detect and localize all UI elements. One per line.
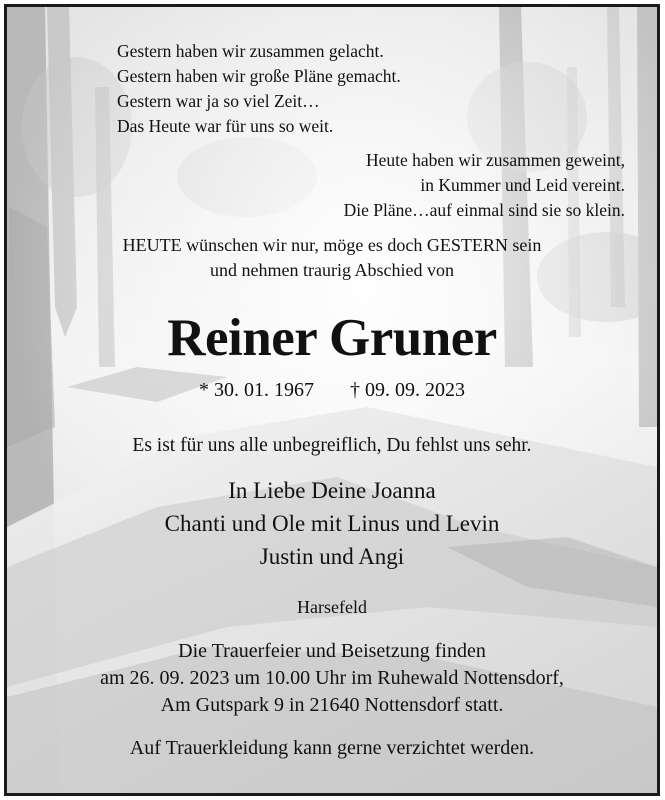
birth-date: * 30. 01. 1967 [199,379,314,401]
deceased-name: Reiner Gruner [167,309,497,367]
obituary-card [4,4,660,796]
poem-line: Das Heute war für uns so weit. [117,116,334,136]
closing-note: Auf Trauerkleidung kann gerne verzichtet werden. [129,737,535,759]
intro-line: und nehmen traurig Abschied von [210,260,454,280]
ceremony-line: Die Trauerfeier und Beisetzung finden [178,640,486,662]
ceremony-line: am 26. 09. 2023 um 10.00 Uhr im Ruhewald Nottensdorf, [100,667,564,689]
poem-line: Gestern haben wir große Pläne gemacht. [117,66,401,86]
intro-line: HEUTE wünschen wir nur, möge es doch GESTERN sein [122,235,542,255]
statement: Es ist für uns alle unbegreiflich, Du fehlst uns sehr. [132,435,532,456]
life-dates [7,380,657,400]
poem-line: in Kummer und Leid vereint. [420,175,625,195]
mourner-line: Chanti und Ole mit Linus und Levin [164,511,500,536]
ceremony-line: Am Gutspark 9 in 21640 Nottensdorf statt. [160,694,504,716]
poem-line: Die Pläne…auf einmal sind sie so klein. [343,200,625,220]
death-date: † 09. 09. 2023 [350,379,465,401]
poem-line: Gestern haben wir zusammen gelacht. [117,41,384,61]
mourner-line: In Liebe Deine Joanna [228,478,436,503]
mourner-line: Justin und Angi [259,544,405,569]
poem-line: Heute haben wir zusammen geweint, [365,150,625,170]
poem-line: Gestern war ja so viel Zeit… [117,91,320,111]
place: Harsefeld [297,597,367,617]
